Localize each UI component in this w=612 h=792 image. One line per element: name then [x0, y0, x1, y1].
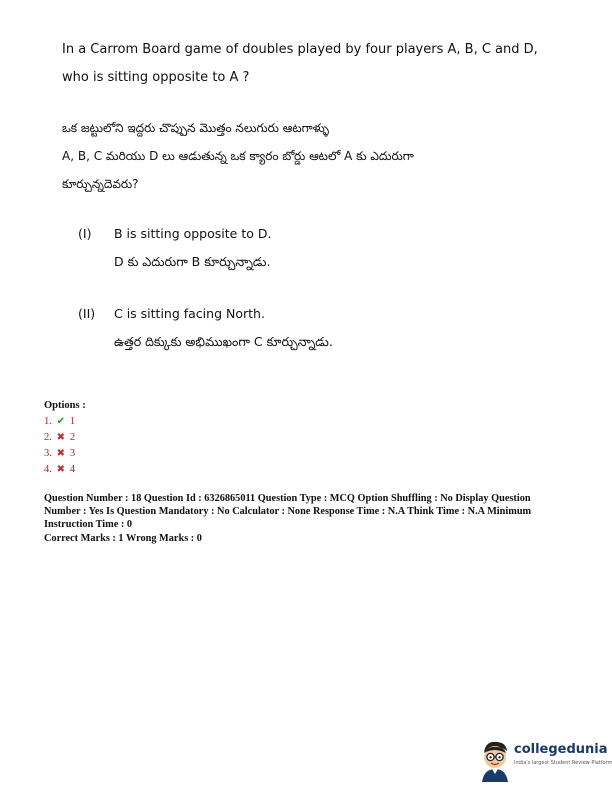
option-3-value: 3	[69, 448, 76, 459]
statement-2-telugu: ఉత్తర దిక్కుకు అభిముఖంగా C కూర్చున్నాడు.	[114, 334, 333, 349]
check-icon: ✔	[56, 416, 66, 427]
statement-2-number: (II)	[78, 306, 96, 321]
marks-info: Correct Marks : 1 Wrong Marks : 0	[44, 533, 202, 544]
question-english-line-2: who is sitting opposite to A ?	[62, 70, 250, 85]
question-telugu-line-2: A, B, C మరియు D లు ఆడుతున్న ఒక క్యారం బోర్డు ఆటలో A కు ఎదురుగా	[62, 149, 414, 163]
option-4-value: 4	[69, 464, 76, 475]
option-4-number: 4.	[44, 464, 52, 475]
options-title: Options :	[44, 400, 86, 411]
options-list	[44, 414, 75, 478]
question-english-line-1: In a Carrom Board game of doubles played by four players A, B, C and D,	[62, 42, 538, 57]
collegedunia-logo	[478, 738, 612, 782]
question-telugu-line-3: కూర్చున్నదెవరు?	[62, 177, 139, 191]
option-1	[44, 414, 75, 430]
brand-name: collegedunia	[514, 742, 608, 757]
cross-icon: ✖	[56, 448, 66, 459]
cross-icon: ✖	[56, 432, 66, 443]
question-english	[62, 36, 562, 92]
question-telugu-line-1: ఒక జట్టులోని ఇద్దరు చొప్పున మొత్తం నలుగురు ఆటగాళ్ళు	[62, 121, 330, 135]
brand-tagline: India's largest Student Review Platform	[514, 760, 612, 766]
statement-1-telugu: D కు ఎదురుగా B కూర్చున్నాడు.	[114, 254, 271, 269]
question-metadata: Question Number : 18 Question Id : 6326865011 Question Type : MCQ Option Shuffling : No Display Question Number : Yes Is Question Mandatory : No Calculator : None Response Time : N.A Think Time : N.A Minimum Instruction Time : 0	[44, 493, 532, 530]
student-mascot-icon	[478, 738, 512, 782]
option-2-number: 2.	[44, 432, 52, 443]
option-1-value: 1	[69, 416, 76, 427]
option-3	[44, 446, 75, 462]
option-1-number: 1.	[44, 416, 52, 427]
option-2	[44, 430, 75, 446]
option-3-number: 3.	[44, 448, 52, 459]
statement-2-english: C is sitting facing North.	[114, 306, 265, 321]
statement-1-number: (I)	[78, 226, 92, 241]
statement-1	[78, 220, 538, 276]
option-2-value: 2	[69, 432, 76, 443]
statement-1-english: B is sitting opposite to D.	[114, 226, 272, 241]
cross-icon: ✖	[56, 464, 66, 475]
statement-2	[78, 300, 538, 356]
question-telugu	[62, 114, 562, 198]
option-4	[44, 462, 75, 478]
